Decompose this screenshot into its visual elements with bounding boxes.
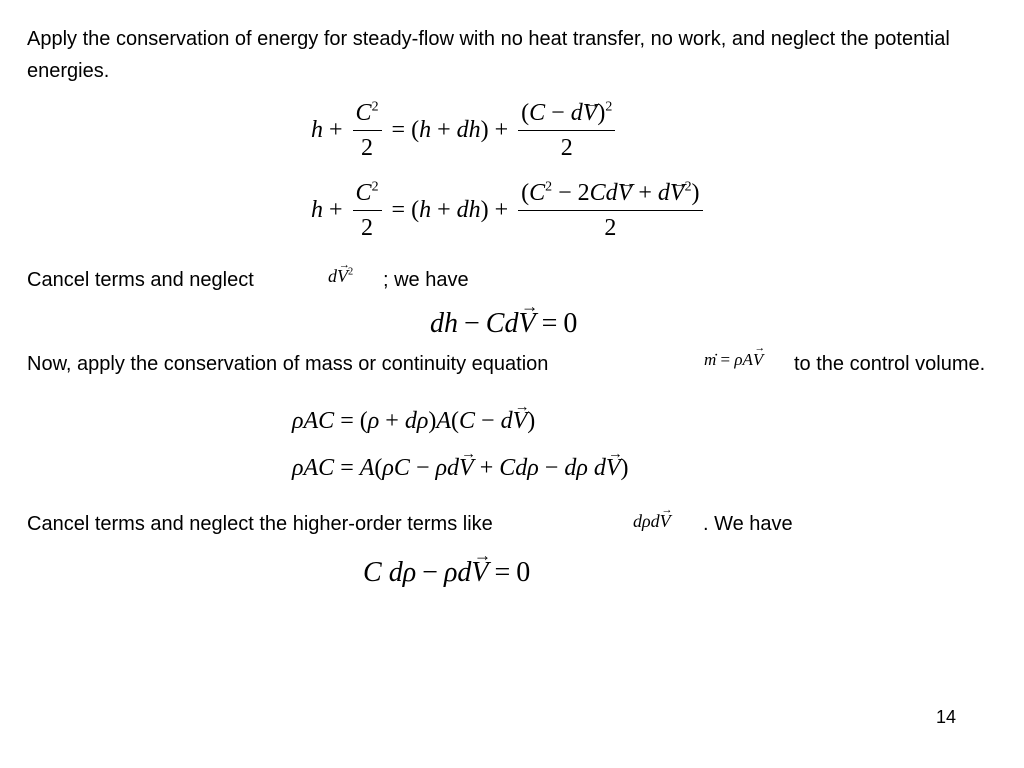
continuity-result-equation: C dρ − ρd → V = 0 [363, 557, 530, 589]
energy-equation-2: h + $\frac{C^2}{2}$ = ( h + dh ) + $\frac{(C^2 - 2Cd\to V + d\to V^2)}{2}$ [311, 178, 707, 243]
cancel-prefix: Cancel terms and neglect [27, 269, 254, 291]
energy-result-equation: dh − Cd → V = 0 [430, 308, 577, 340]
continuity-equation-1: ρAC = ( ρ + dρ ) A ( C − d → V ) [292, 408, 535, 435]
mass-suffix: to the control volume. [794, 353, 986, 375]
continuity-equation-2: ρAC = A ( ρC − ρd → V + Cdρ − dρ d → V ) [292, 455, 629, 482]
higher-prefix: Cancel terms and neglect the higher-order terms like [27, 513, 493, 535]
higher-suffix: . We have [703, 513, 793, 535]
energy-equation-1: h + $\frac{C^2}{2}$ = ( h + dh ) + $\frac{(C - d\to V)^2}{2}$ [311, 98, 619, 163]
inline-math-mass-flow: ṁ = ρA→ V [704, 350, 763, 370]
cancel-suffix: ; we have [383, 269, 469, 291]
inline-math-drho-dv: dρd→ V [633, 511, 671, 532]
page-number: 14 [936, 707, 957, 727]
mass-prefix: Now, apply the conservation of mass or continuity equation [27, 353, 549, 375]
inline-math-dv2: $d\to V^2$ [328, 266, 353, 287]
intro-paragraph: Apply the conservation of energy for steady-flow with no heat transfer, no work, and neglect the potential energies. [27, 28, 950, 82]
